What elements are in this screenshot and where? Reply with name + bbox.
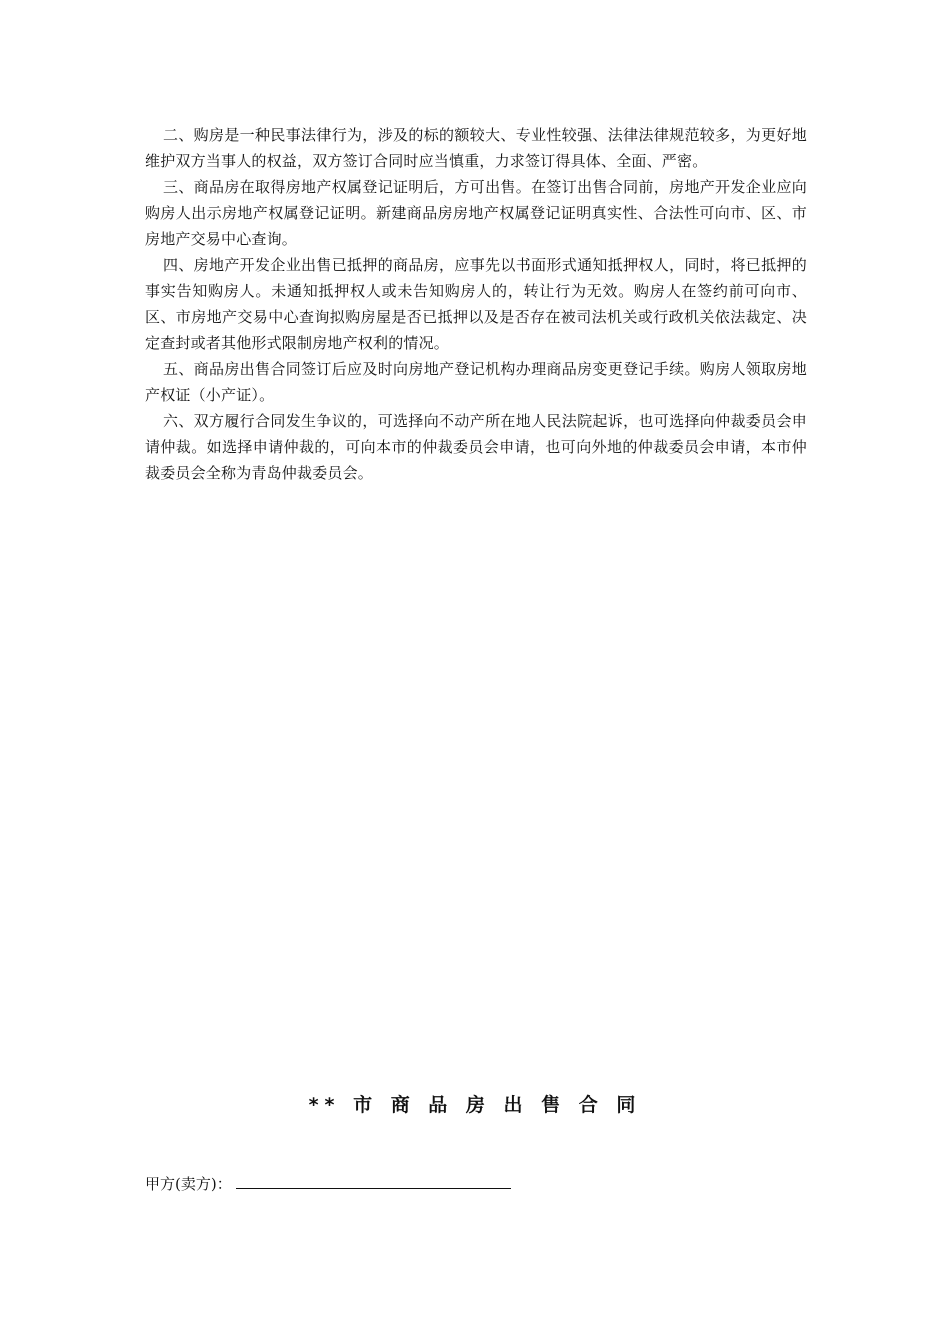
contract-title: ** 市 商 品 房 出 售 合 同: [308, 1094, 642, 1116]
note-paragraph-5: 五、商品房出售合同签订后应及时向房地产登记机构办理商品房变更登记手续。购房人领取房地产权证（小产证）。: [145, 360, 807, 404]
party-a-blank-field[interactable]: [236, 1170, 511, 1189]
note-paragraph-2: 二、购房是一种民事法律行为，涉及的标的额较大、专业性较强、法律法律规范较多，为更好地维护双方当事人的权益，双方签订合同时应当慎重，力求签订得具体、全面、严密。: [145, 126, 807, 170]
contract-notes: [145, 122, 807, 486]
note-paragraph-6: 六、双方履行合同发生争议的，可选择向不动产所在地人民法院起诉，也可选择向仲裁委员会申请仲裁。如选择申请仲裁的，可向本市的仲裁委员会申请，也可向外地的仲裁委员会申请，本市仲裁委员会全称为青岛仲裁委员会。: [145, 412, 807, 482]
note-paragraph-4: 四、房地产开发企业出售已抵押的商品房，应事先以书面形式通知抵押权人，同时，将已抵押的事实告知购房人。未通知抵押权人或未告知购房人的，转让行为无效。购房人在签约前可向市、区、市房地产交易中心查询拟购房屋是否已抵押以及是否存在被司法机关或行政机关依法裁定、决定查封或者其他形式限制房地产权利的情况。: [145, 256, 807, 352]
note-paragraph-3: 三、商品房在取得房地产权属登记证明后，方可出售。在签订出售合同前，房地产开发企业应向购房人出示房地产权属登记证明。新建商品房房地产权属登记证明真实性、合法性可向市、区、市房地产交易中心查询。: [145, 178, 807, 248]
party-a-label: 甲方(卖方)：: [145, 1175, 232, 1193]
party-a-line: [145, 1170, 511, 1197]
